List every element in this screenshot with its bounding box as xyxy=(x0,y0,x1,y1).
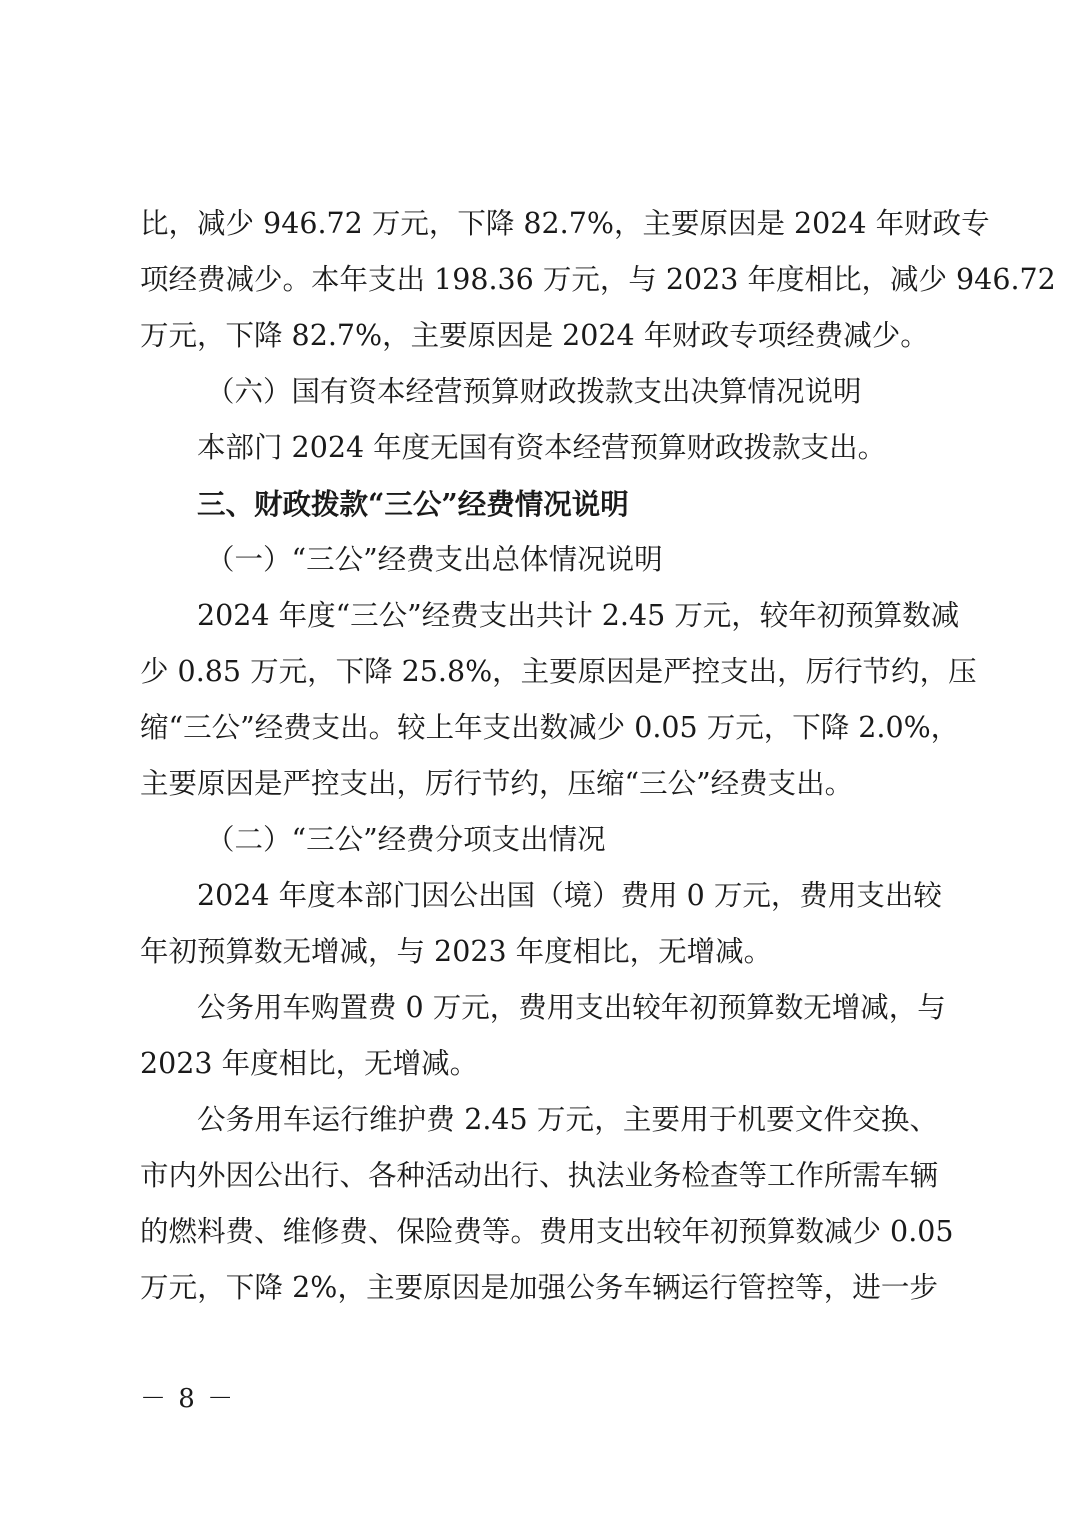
para2: 本部门 2024 年度无国有资本经营预算财政拨款支出。 xyxy=(197,431,887,464)
para4-line-2: 年初预算数无增减，与 2023 年度相比，无增减。 xyxy=(140,935,773,968)
para6-line-1: 公务用车运行维护费 2.45 万元，主要用于机要文件交换、 xyxy=(197,1103,938,1136)
section-three-heading: 三、财政拨款“三公”经费情况说明 xyxy=(197,487,629,521)
para3-line-4: 主要原因是严控支出，厉行节约，压缩“三公”经费支出。 xyxy=(140,767,854,800)
subheading-one: （一）“三公”经费支出总体情况说明 xyxy=(206,543,663,576)
para3-line-3: 缩“三公”经费支出。较上年支出数减少 0.05 万元，下降 2.0%， xyxy=(140,711,960,744)
para5-line-1: 公务用车购置费 0 万元，费用支出较年初预算数无增减，与 xyxy=(197,991,946,1024)
para3-line-2: 少 0.85 万元，下降 25.8%，主要原因是严控支出，厉行节约，压 xyxy=(140,655,977,688)
para6-line-4: 万元，下降 2%，主要原因是加强公务车辆运行管控等，进一步 xyxy=(140,1271,938,1304)
para1-line-3: 万元，下降 82.7%，主要原因是 2024 年财政专项经费减少。 xyxy=(140,319,929,352)
page-number: － 8 － xyxy=(140,1384,236,1414)
document-body xyxy=(140,196,1056,1316)
para1-line-2: 项经费减少。本年支出 198.36 万元，与 2023 年度相比，减少 946.72 xyxy=(140,263,1056,296)
para3-line-1: 2024 年度“三公”经费支出共计 2.45 万元，较年初预算数减 xyxy=(197,599,960,632)
para1-line-1: 比，减少 946.72 万元，下降 82.7%，主要原因是 2024 年财政专 xyxy=(140,207,990,240)
para6-line-3: 的燃料费、维修费、保险费等。费用支出较年初预算数减少 0.05 xyxy=(140,1215,954,1248)
subheading-two: （二）“三公”经费分项支出情况 xyxy=(206,823,606,856)
heading-six: （六）国有资本经营预算财政拨款支出决算情况说明 xyxy=(206,375,862,408)
para6-line-2: 市内外因公出行、各种活动出行、执法业务检查等工作所需车辆 xyxy=(140,1159,939,1192)
para5-line-2: 2023 年度相比，无增减。 xyxy=(140,1047,479,1080)
para4-line-1: 2024 年度本部门因公出国（境）费用 0 万元，费用支出较 xyxy=(197,879,942,912)
